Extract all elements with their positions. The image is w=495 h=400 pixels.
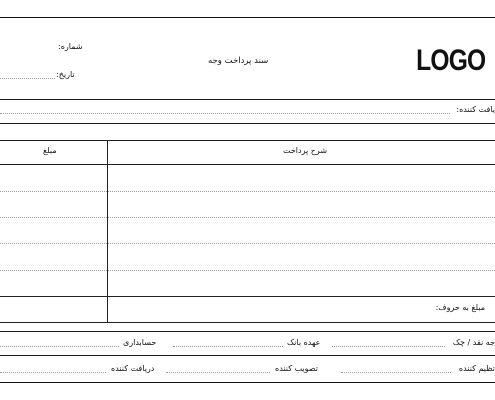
bank-custody-label: عهده بانک [287,338,321,347]
approved-by-dotted-line [166,372,270,373]
date-label: تاریخ: [56,70,75,79]
table-bottom-border [0,322,495,323]
cash-cheque-label: جه نقد / چک [452,338,495,347]
table-column-divider [107,140,108,322]
payment-row-top-border [0,331,495,332]
table-top-border [0,140,495,141]
bottom-border [0,382,495,383]
recipient-label: یافت کننده: [456,105,495,114]
document-title: سند پرداخت وجه [208,56,269,66]
prepared-by-dotted-line [341,372,451,373]
header-bottom-border [0,99,495,100]
amount-words-top-border [0,296,495,297]
table-header-border [0,164,495,165]
amount-column-header: مبلغ [43,146,57,155]
recipient-bottom-border [0,123,495,124]
table-row-line [0,217,495,218]
payment-row-bottom-border [0,355,495,356]
accounting-dotted-line [0,346,119,347]
received-by-label: دریافت کننده [111,364,155,373]
date-dotted-line [0,78,55,79]
received-by-dotted-line [0,372,106,373]
accounting-label: حسابداری [123,338,157,347]
number-label: شماره: [58,42,83,51]
table-row-line [0,191,495,192]
cash-cheque-dotted-line [332,346,445,347]
approved-by-label: تصویب کننده [275,364,318,373]
table-row-line [0,270,495,271]
amount-in-words-label: مبلغ به حروف: [435,303,485,312]
bank-custody-dotted-line [173,346,283,347]
table-row-line [0,243,495,244]
prepared-by-label: تظیم کننده [458,364,495,373]
description-column-header: شرح پرداخت [283,146,328,155]
recipient-dotted-line [0,113,450,114]
company-logo: LOGO [415,44,485,77]
top-border [0,17,495,18]
